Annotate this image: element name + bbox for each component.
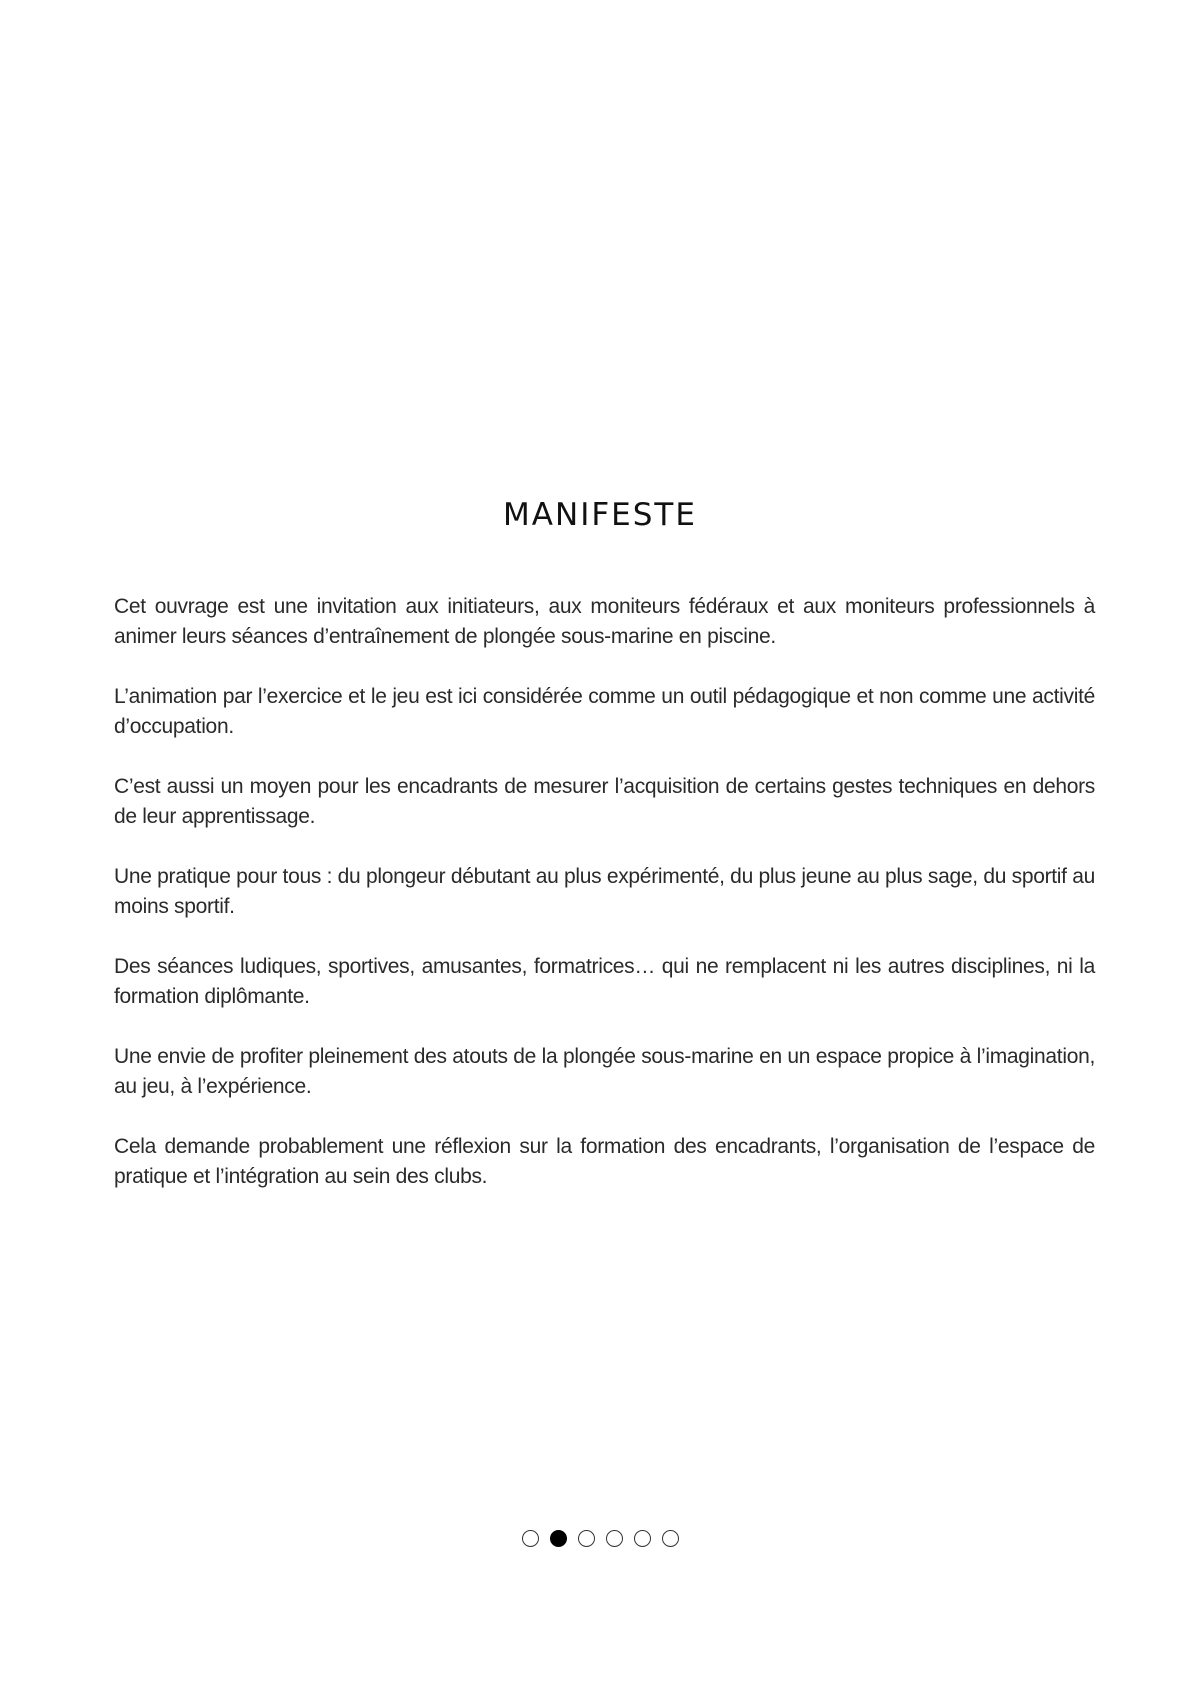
- paragraph-animation: L’animation par l’exercice et le jeu est ici considérée comme un outil pédagogique et non comme une activité d’occupation.: [114, 685, 1095, 738]
- paragraph-reflection: Cela demande probablement une réflexion sur la formation des encadrants, l’organisation de l’espace de pratique et l’intégration au sein des clubs.: [114, 1135, 1095, 1188]
- page-indicator: [0, 1530, 1200, 1547]
- paragraph-practice-for-all: Une pratique pour tous : du plongeur débutant au plus expérimenté, du plus jeune au plus sage, du sportif au moins sportif.: [114, 865, 1095, 918]
- paragraph-desire: Une envie de profiter pleinement des atouts de la plongée sous-marine en un espace propice à l’imagination, au jeu, à l’expérience.: [114, 1045, 1095, 1098]
- page-title: MANIFESTE: [503, 497, 697, 533]
- paragraph-invitation: Cet ouvrage est une invitation aux initiateurs, aux moniteurs fédéraux et aux moniteurs professionnels à animer leurs séances d’entraînement de plongée sous-marine en piscine.: [114, 595, 1095, 648]
- page-dot-3[interactable]: [578, 1530, 595, 1547]
- page-dot-6[interactable]: [662, 1530, 679, 1547]
- page-dot-4[interactable]: [606, 1530, 623, 1547]
- page-dot-5[interactable]: [634, 1530, 651, 1547]
- manifesto-body: [114, 592, 1095, 1222]
- page-dot-1[interactable]: [522, 1530, 539, 1547]
- page-dot-2-active[interactable]: [550, 1530, 567, 1547]
- paragraph-measure: C’est aussi un moyen pour les encadrants de mesurer l’acquisition de certains gestes techniques en dehors de leur apprentissage.: [114, 775, 1095, 828]
- paragraph-sessions: Des séances ludiques, sportives, amusantes, formatrices… qui ne remplacent ni les autres disciplines, ni la formation diplômante.: [114, 955, 1095, 1008]
